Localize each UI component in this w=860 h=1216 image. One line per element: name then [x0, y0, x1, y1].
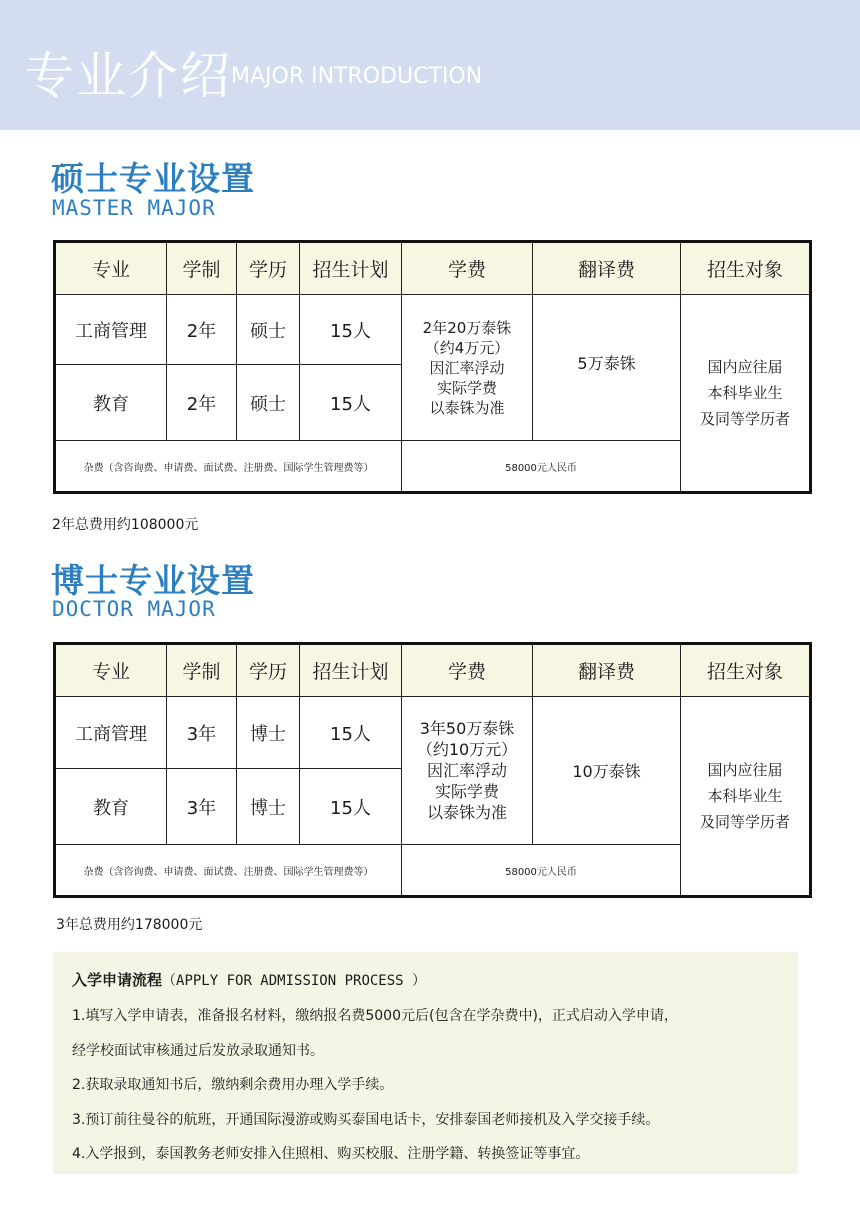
misc-fee-value: 58000元人民币	[402, 845, 681, 897]
tuition-line: （约4万元）	[424, 338, 510, 357]
header-cell: 招生对象	[681, 242, 811, 295]
process-step: 4.入学报到，泰国教务老师安排入住照相、购买校服、注册学籍、转换签证等事宜。	[72, 1146, 590, 1162]
plan-cell: 15人	[300, 295, 402, 365]
misc-fee-label: 杂费（含咨询费、申请费、面试费、注册费、国际学生管理费等）	[55, 441, 402, 493]
tuition-line: 因汇率浮动	[429, 358, 505, 377]
header-cell: 学历	[237, 644, 300, 697]
years-cell: 2年	[167, 365, 237, 441]
admission-process-box	[53, 952, 798, 1174]
translation-fee-cell: 10万泰铢	[533, 697, 681, 845]
translation-fee-cell: 5万泰铢	[533, 295, 681, 441]
doctor-fee-table	[53, 642, 812, 898]
header-cell: 翻译费	[533, 242, 681, 295]
degree-cell: 硕士	[237, 295, 300, 365]
major-cell: 教育	[55, 365, 167, 441]
header-cell: 学历	[237, 242, 300, 295]
tuition-line: 3年50万泰铢	[419, 719, 515, 738]
doctor-section-subtitle: DOCTOR MAJOR	[52, 597, 216, 621]
misc-fee-value: 58000元人民币	[402, 441, 681, 493]
major-cell: 工商管理	[55, 295, 167, 365]
degree-cell: 博士	[237, 769, 300, 845]
header-cell: 专业	[55, 644, 167, 697]
target-line: 及同等学历者	[699, 410, 790, 428]
process-step: 1.填写入学申请表，准备报名材料，缴纳报名费5000元后(包含在学杂费中)，正式启动入学申请，	[72, 1008, 678, 1024]
header-cell: 学制	[167, 644, 237, 697]
tuition-line: 实际学费	[436, 378, 497, 397]
major-cell: 工商管理	[55, 697, 167, 769]
table-row	[55, 697, 811, 769]
master-section-subtitle: MASTER MAJOR	[52, 196, 216, 220]
years-cell: 3年	[167, 769, 237, 845]
tuition-line: 2年20万泰铢	[422, 318, 512, 337]
target-cell	[681, 697, 811, 897]
process-step: 3.预订前往曼谷的航班，开通国际漫游或购买泰国电话卡，安排泰国老师接机及入学交接手续。	[72, 1112, 660, 1128]
doctor-section-title: 博士专业设置	[51, 561, 255, 600]
target-cell	[681, 295, 811, 493]
plan-cell: 15人	[300, 365, 402, 441]
years-cell: 2年	[167, 295, 237, 365]
banner-title-cn: 专业介绍	[24, 47, 232, 105]
process-title	[72, 969, 426, 990]
header-cell: 学费	[402, 242, 533, 295]
header-cell: 招生计划	[300, 242, 402, 295]
master-section-title: 硕士专业设置	[51, 159, 255, 198]
tuition-line: 实际学费	[434, 782, 499, 801]
degree-cell: 博士	[237, 697, 300, 769]
tuition-cell	[402, 295, 533, 441]
major-cell: 教育	[55, 769, 167, 845]
tuition-line: 因汇率浮动	[426, 761, 507, 780]
years-cell: 3年	[167, 697, 237, 769]
target-line: 本科毕业生	[707, 787, 783, 805]
tuition-line: 以泰铢为准	[429, 398, 505, 417]
header-cell: 学费	[402, 644, 533, 697]
header-cell: 专业	[55, 242, 167, 295]
header-cell: 招生计划	[300, 644, 402, 697]
plan-cell: 15人	[300, 697, 402, 769]
process-title-cn: 入学申请流程	[72, 971, 163, 989]
plan-cell: 15人	[300, 769, 402, 845]
target-line: 及同等学历者	[699, 813, 790, 831]
tuition-cell	[402, 697, 533, 845]
master-fee-table	[53, 240, 812, 494]
misc-fee-label: 杂费（含咨询费、申请费、面试费、注册费、国际学生管理费等）	[55, 845, 402, 897]
process-title-en: （APPLY FOR ADMISSION PROCESS ）	[162, 973, 427, 989]
table-row	[55, 295, 811, 365]
tuition-line: （约10万元）	[416, 740, 518, 759]
target-line: 国内应往届	[707, 358, 783, 376]
target-line: 本科毕业生	[707, 384, 783, 402]
banner-title-en: MAJOR INTRODUCTION	[231, 64, 483, 89]
target-line: 国内应往届	[707, 761, 783, 779]
process-step: 2.获取录取通知书后，缴纳剩余费用办理入学手续。	[72, 1077, 394, 1093]
master-total-cost: 2年总费用约108000元	[52, 517, 199, 533]
table-header-row	[55, 644, 811, 697]
table-header-row	[55, 242, 811, 295]
tuition-line: 以泰铢为准	[426, 803, 507, 822]
doctor-total-cost: 3年总费用约178000元	[56, 917, 203, 933]
degree-cell: 硕士	[237, 365, 300, 441]
header-cell: 翻译费	[533, 644, 681, 697]
header-cell: 学制	[167, 242, 237, 295]
process-step: 经学校面试审核通过后发放录取通知书。	[72, 1043, 324, 1059]
header-cell: 招生对象	[681, 644, 811, 697]
header-banner	[0, 0, 860, 130]
